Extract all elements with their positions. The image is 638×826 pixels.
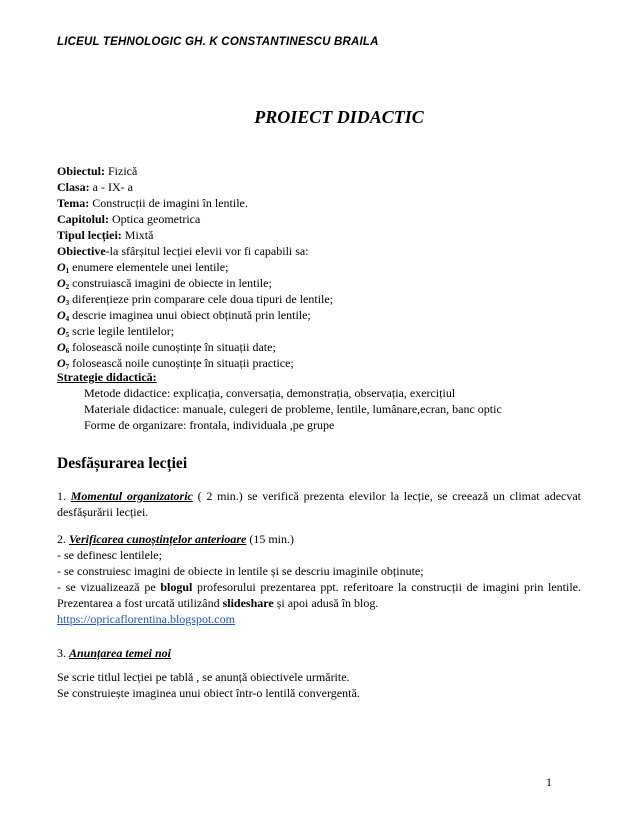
document-title: PROIECT DIDACTIC: [254, 107, 424, 127]
step-2-title: Verificarea cunoștințelor anterioare: [69, 532, 247, 546]
step-2-paragraph: 2. Verificarea cunoștințelor anterioare (15 min.) - se definesc lentilele; - se construiesc imagini de obiecte in lentile și se descriu imaginile obținute; - se vizualizează pe blogul profesorului prezentarea ppt. referitoare la construcții de imagini prin lentile. Prezentarea a fost urcată utilizând slideshare și apoi adusă în blog. https://opricaflorentina.blogspot.com: [57, 532, 581, 626]
strategy-section: [57, 369, 581, 433]
meta-tema: [57, 195, 581, 211]
step-3-title: Anunțarea temei noi: [69, 646, 172, 660]
meta-obiectul: [57, 163, 581, 179]
meta-obiectul-value: Fizică: [105, 164, 138, 178]
lesson-meta: [57, 163, 581, 371]
strategy-materials: Materiale didactice: manuale, culegeri de probleme, lentile, lumânare,ecran, banc optic: [84, 402, 502, 416]
strategy-methods: Metode didactice: explicația, conversația, demonstrația, observația, exercițiul: [84, 386, 456, 400]
meta-tema-value: Construcții de imagini în lentile.: [89, 196, 248, 210]
objective-item: $O_6$ folosească noile cunoștințe în situații date;: [57, 340, 276, 355]
meta-obiective: [57, 243, 581, 259]
step-3-paragraph: [57, 669, 581, 701]
meta-tema-label: Tema:: [57, 196, 90, 210]
meta-capitolul: [57, 211, 581, 227]
meta-capitolul-value: Optica geometrica: [109, 212, 201, 226]
objective-item: $O_1$ enumere elementele unei lentile;: [57, 260, 229, 275]
strategy-heading: Strategie didactică:: [57, 370, 157, 384]
meta-clasa-value: a - IX- a: [89, 180, 133, 194]
strategy-forms: Forme de organizare: frontala, individuala ,pe grupe: [84, 418, 335, 432]
objective-item: $O_3$ diferențieze prin comparare cele doua tipuri de lentile;: [57, 292, 334, 307]
step-3-line: Se construiește imaginea unui obiect într-o lentilă convergentă.: [57, 686, 360, 700]
meta-capitolul-label: Capitolul:: [57, 212, 110, 226]
school-header: LICEUL TEHNOLOGIC GH. K CONSTANTINESCU BRAILA: [57, 36, 379, 48]
step-2-line: - se vizualizează pe blogul profesorului prezentarea ppt. referitoare la construcții de imagini prin lentile. Prezentarea a fost urcată utilizând slideshare și apoi adusă în blog.: [57, 580, 581, 610]
objective-item: $O_2$ construiască imagini de obiecte in lentile;: [57, 276, 272, 291]
meta-clasa: [57, 179, 581, 195]
meta-tipul-label: Tipul lecției:: [57, 228, 122, 242]
section-heading: Desfășurarea lecției: [57, 455, 188, 472]
meta-obiective-label: Obiective: [57, 244, 106, 258]
meta-obiective-value: -la sfârșitul lecției elevii vor fi capabili sa:: [105, 244, 309, 258]
step-3-line: Se scrie titlul lecției pe tablă , se anunță obiectivele urmărite.: [57, 670, 350, 684]
meta-obiectul-label: Obiectul:: [57, 164, 105, 178]
page-number: 1: [546, 775, 552, 789]
step-3-heading: 3. Anunțarea temei noi: [57, 646, 172, 660]
meta-tipul: [57, 227, 581, 243]
meta-tipul-value: Mixtă: [121, 228, 154, 242]
step-2-line: - se construiesc imagini de obiecte in lentile și se descriu imaginile obținute;: [57, 564, 424, 578]
objective-item: $O_4$ descrie imaginea unui obiect obținută prin lentile;: [57, 308, 311, 323]
meta-clasa-label: Clasa:: [57, 180, 90, 194]
step-1-paragraph: 1. Momentul organizatoric ( 2 min.) se verifică prezenta elevilor la lecție, se creează un climat adecvat desfășurării lecției.: [57, 489, 582, 519]
objective-item: $O_5$ scrie legile lentilelor;: [57, 324, 175, 339]
objective-item: $O_7$ folosească noile cunoștințe în situații practice;: [57, 356, 294, 371]
step-1-title: Momentul organizatoric: [70, 489, 193, 503]
step-2-line: - se definesc lentilele;: [57, 548, 162, 562]
blog-link[interactable]: https://opricaflorentina.blogspot.com: [57, 612, 235, 626]
